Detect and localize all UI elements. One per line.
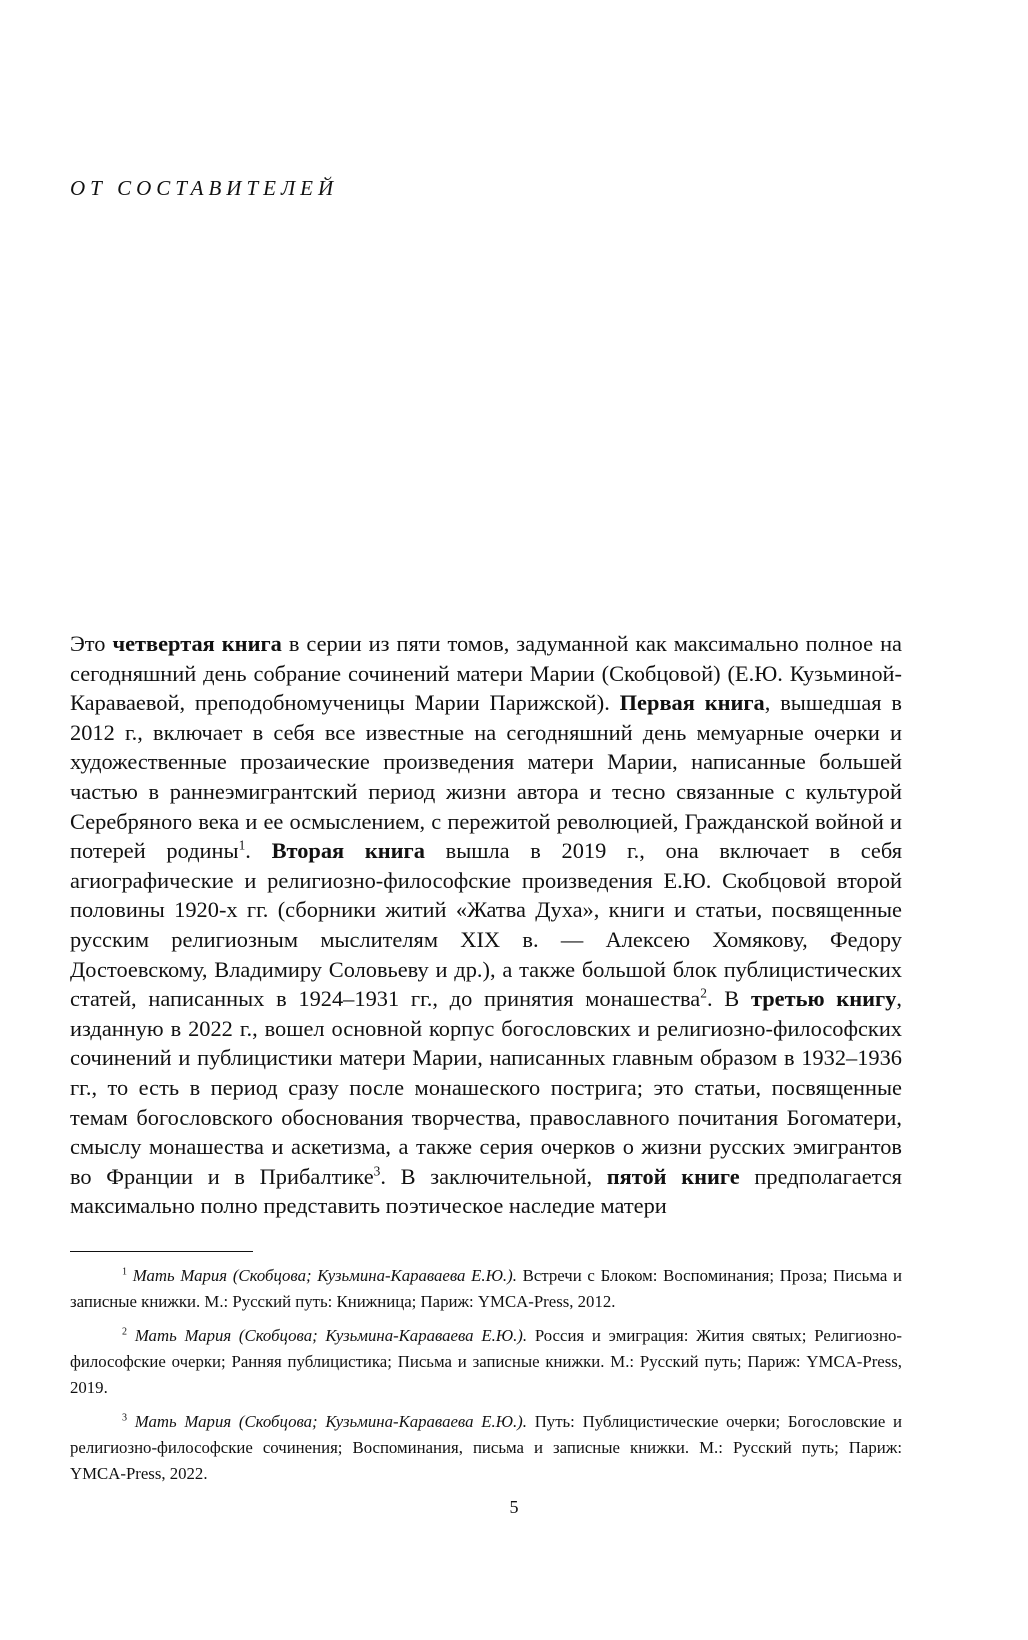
text-run: предполагается максимально полно представить поэтическое наследие матери [70, 1163, 902, 1219]
footnote-number: 3 [122, 1412, 128, 1424]
footnote-text: Путь: Публицистические очерки; Богословские и религиозно-философские сочинения; Воспоминания, письма и записные книжки. М.: Русский путь; Париж: YMCA-Press, 2022. [70, 1412, 902, 1483]
bold-term-second-book: Вторая книга [271, 838, 425, 864]
bold-term-third-book: третью книгу [750, 986, 897, 1012]
bold-term-first-book: Первая книга [619, 690, 765, 716]
footnote-3 [70, 1409, 902, 1487]
footnote-text: Россия и эмиграция: Жития святых; Религиозно-философские очерки; Ранняя публицистика; Письма и записные книжки. М.: Русский путь; Париж: YMCA-Press, 2019. [70, 1326, 902, 1397]
main-paragraph [70, 629, 902, 1221]
text-run: . В заключительной, [380, 1163, 607, 1189]
footnotes [70, 1263, 902, 1495]
text-run: Это [70, 631, 113, 656]
footnote-ref-2: 2 [700, 985, 707, 1001]
page-number: 5 [509, 1497, 519, 1517]
footnote-author: Мать Мария (Скобцова; Кузьмина-Караваева Е.Ю.). [132, 1266, 517, 1285]
text-run: , изданную в 2022 г., вошел основной корпус богословских и религиозно-философских сочинений и публицистики матери Марии, написанных главным образом в 1932–1936 гг., то есть в период сразу после монашеского пострига; это статьи, посвященные темам богословского обоснования творчества, православного почитания Богоматери, смыслу монашества и аскетизма, а также серия очерков о жизни русских эмигрантов во Франции и в Прибалтике [70, 986, 902, 1189]
footnote-number: 2 [122, 1326, 128, 1338]
footnote-author: Мать Мария (Скобцова; Кузьмина-Караваева Е.Ю.). [134, 1412, 527, 1431]
text-run: вышла в 2019 г., она включает в себя агиографические и религиозно-философские произведения Е.Ю. Скобцовой второй половины 1920-х гг. (сборники житий «Жатва Духа», книги и статьи, посвященные русским религиозным мыслителям XIX в. — Алексею Хомякову, Федору Достоевскому, Владимиру Соловьеву и др.), а также большой блок публицистических статей, написанных в 1924–1931 гг., до принятия монашества [70, 838, 902, 1012]
footnote-number: 1 [122, 1266, 128, 1278]
footnote-text: Встречи с Блоком: Воспоминания; Проза; Письма и записные книжки. М.: Русский путь: Книжница; Париж: YMCA-Press, 2012. [70, 1266, 902, 1311]
bold-term-fourth-book: четвертая книга [112, 631, 282, 656]
footnote-author: Мать Мария (Скобцова; Кузьмина-Караваева Е.Ю.). [134, 1326, 528, 1345]
footnote-divider [70, 1251, 253, 1252]
footnote-ref-3: 3 [373, 1163, 381, 1179]
footnote-1 [70, 1263, 902, 1315]
footnote-2 [70, 1323, 902, 1401]
bold-term-fifth-book: пятой книге [606, 1163, 740, 1189]
text-run: , вышедшая в 2012 г., включает в себя все известные на сегодняшний день мемуарные очерки и художественные прозаические произведения матери Марии, написанные большей частью в раннеэмигрантский период жизни автора и тесно связанные с культурой Серебряного века и ее осмыслением, с пережитой революцией, Гражданской войной и потерей родины [70, 690, 902, 864]
text-run: . [245, 838, 272, 864]
text-run: . В [706, 986, 751, 1012]
section-heading: ОТ СОСТАВИТЕЛЕЙ [70, 176, 339, 200]
footnote-ref-1: 1 [238, 837, 246, 853]
text-run: в серии из пяти томов, задуманной как максимально полное на сегодняшний день собрание сочинений матери Марии (Скобцовой) (Е.Ю. Кузьминой-Караваевой, преподобномученицы Марии Парижской). [70, 631, 902, 716]
